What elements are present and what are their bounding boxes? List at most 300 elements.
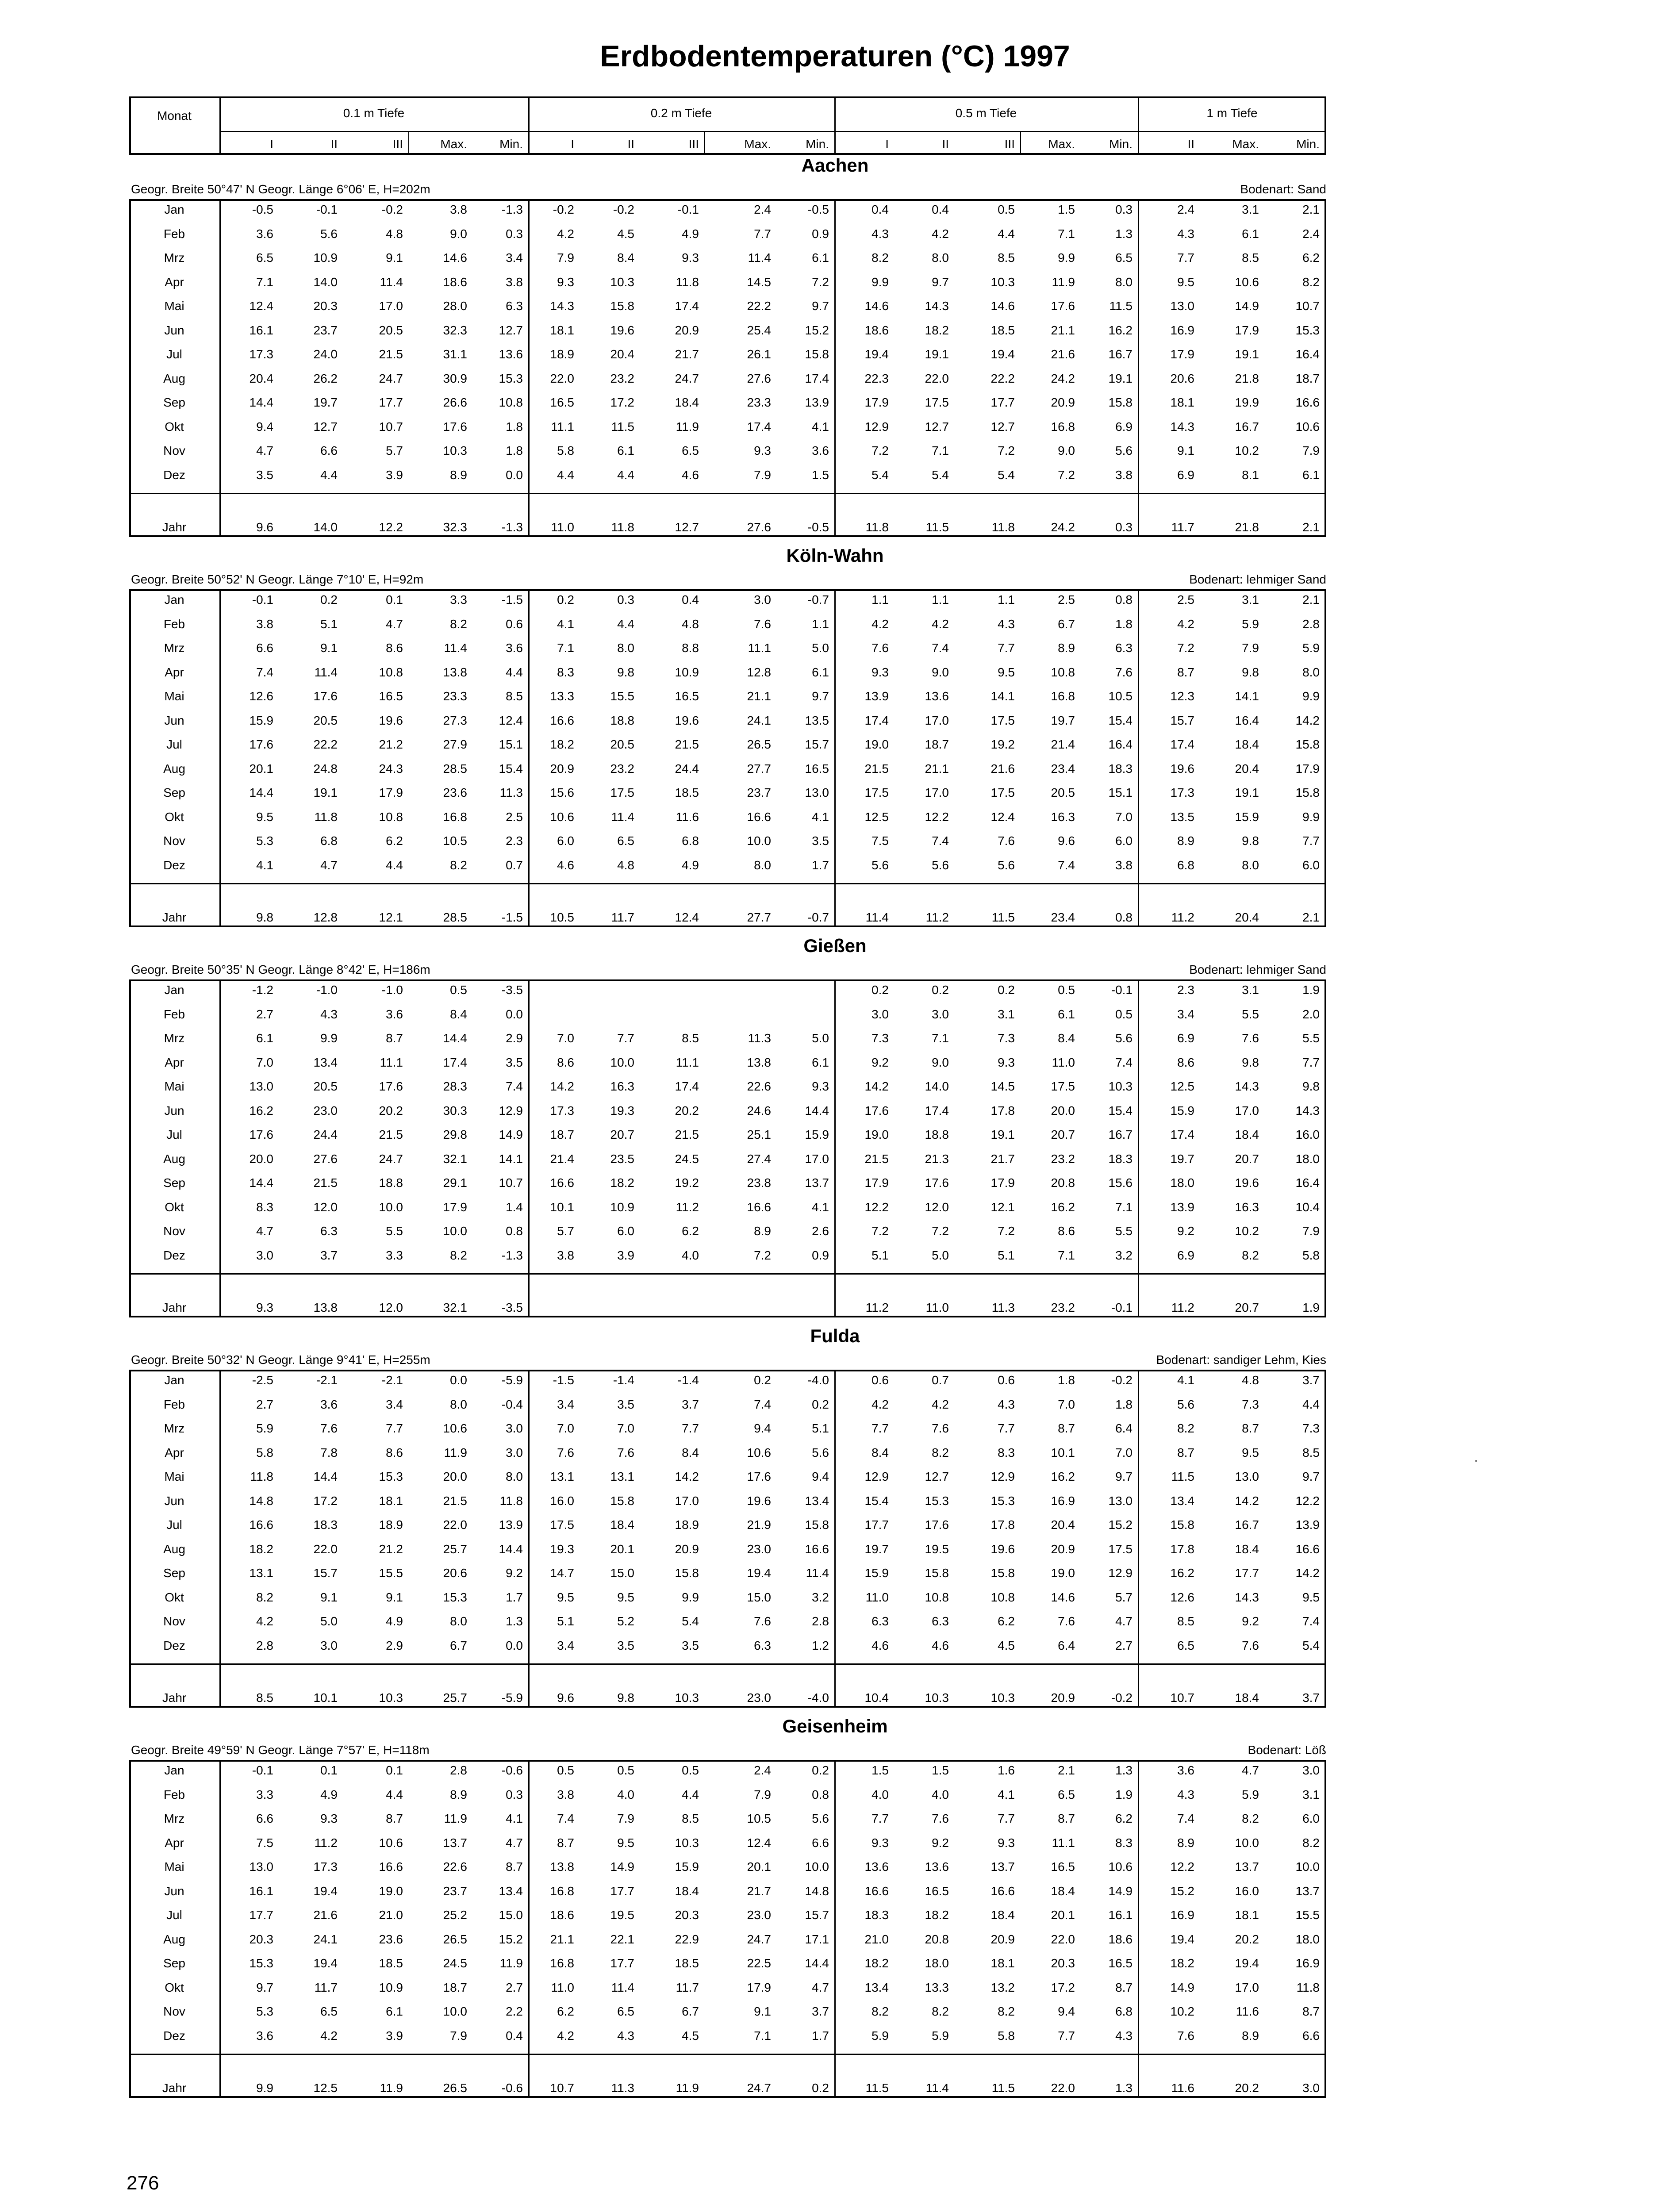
value-cell: 10.0	[379, 1200, 403, 1214]
value-cell: 20.3	[313, 299, 338, 313]
year-value-cell: 11.6	[1171, 2081, 1194, 2095]
value-cell: 3.3	[256, 1787, 273, 1801]
value-cell: 18.9	[675, 1518, 699, 1532]
value-cell: 7.7	[871, 1812, 889, 1825]
value-cell: 16.6	[1295, 1542, 1320, 1556]
value-cell: 18.7	[925, 737, 949, 751]
value-cell: 7.7	[1302, 834, 1320, 848]
header-sub-i: I	[270, 137, 273, 151]
value-cell: 4.3	[1177, 227, 1194, 241]
value-cell: 0.5	[450, 983, 467, 997]
month-label: Jul	[166, 1908, 182, 1922]
value-cell: 13.0	[249, 1860, 273, 1874]
year-value-cell: 11.4	[865, 910, 889, 924]
value-cell: 7.6	[1058, 1614, 1075, 1628]
month-label: Feb	[163, 1397, 185, 1411]
value-cell: 19.7	[1051, 713, 1075, 727]
year-value-cell: 32.3	[443, 520, 467, 534]
value-cell: 17.5	[1108, 1542, 1133, 1556]
value-cell: 26.5	[747, 737, 771, 751]
value-cell: 1.4	[506, 1200, 523, 1214]
month-label: Jul	[166, 1128, 182, 1141]
value-cell: 19.0	[379, 1884, 403, 1898]
value-cell: 18.3	[1108, 1152, 1133, 1166]
value-cell: 22.0	[550, 371, 574, 385]
year-value-cell: -1.3	[501, 520, 523, 534]
value-cell: 9.1	[1177, 444, 1194, 457]
value-cell: 12.7	[313, 419, 338, 434]
column-divider	[219, 1370, 221, 1708]
column-divider	[834, 589, 836, 927]
value-cell: 7.9	[754, 1787, 771, 1801]
value-cell: 22.2	[990, 371, 1015, 385]
year-value-cell: -0.2	[1111, 1691, 1133, 1705]
value-cell: 17.6	[925, 1518, 949, 1532]
value-cell: 7.1	[1058, 227, 1075, 241]
value-cell: 29.8	[443, 1128, 467, 1141]
value-cell: 7.0	[1058, 1397, 1075, 1411]
value-cell: 27.6	[313, 1152, 338, 1166]
value-cell: 13.1	[550, 1470, 574, 1483]
month-label: Nov	[163, 1614, 185, 1628]
station-name: Aachen	[801, 155, 869, 176]
value-cell: -0.1	[316, 203, 338, 216]
value-cell: 1.2	[812, 1638, 829, 1652]
value-cell: 18.4	[1235, 1542, 1259, 1556]
value-cell: 11.4	[806, 1566, 829, 1580]
value-cell: 9.3	[682, 251, 699, 265]
year-value-cell: 27.6	[747, 520, 771, 534]
station-table	[129, 1760, 1326, 2098]
value-cell: 13.9	[1295, 1518, 1320, 1532]
header-sub-max: Max.	[744, 137, 771, 151]
value-cell: 19.1	[1235, 786, 1259, 799]
year-value-cell: 11.2	[1171, 1301, 1194, 1314]
value-cell: 4.8	[682, 617, 699, 631]
station-name: Geisenheim	[782, 1716, 888, 1736]
month-label: Feb	[163, 1787, 185, 1801]
value-cell: 9.7	[1302, 1470, 1320, 1483]
value-cell: 2.5	[506, 810, 523, 824]
value-cell: 10.8	[990, 1590, 1015, 1604]
value-cell: 13.4	[864, 1980, 889, 1994]
year-value-cell: 20.9	[1051, 1691, 1075, 1705]
value-cell: 12.5	[1170, 1079, 1194, 1093]
year-value-cell: -0.6	[501, 2081, 523, 2095]
value-cell: 9.9	[682, 1590, 699, 1604]
value-cell: 16.0	[550, 1494, 574, 1508]
value-cell: 6.1	[812, 1055, 829, 1069]
value-cell: 23.0	[747, 1908, 771, 1922]
value-cell: 14.6	[443, 251, 467, 265]
value-cell: 9.5	[1302, 1590, 1320, 1604]
value-cell: 20.0	[443, 1470, 467, 1483]
value-cell: 20.7	[1235, 1152, 1259, 1166]
value-cell: 13.0	[1108, 1494, 1133, 1508]
value-cell: 20.5	[1051, 786, 1075, 799]
value-cell: 18.4	[1235, 1128, 1259, 1141]
value-cell: 10.8	[499, 396, 523, 409]
value-cell: 10.0	[443, 1224, 467, 1238]
year-value-cell: 11.9	[676, 2081, 699, 2095]
value-cell: 8.0	[1302, 665, 1320, 679]
value-cell: 15.5	[379, 1566, 403, 1580]
value-cell: 8.4	[450, 1007, 467, 1021]
value-cell: 17.9	[443, 1200, 467, 1214]
value-cell: 3.5	[617, 1638, 634, 1652]
value-cell: 1.3	[1115, 1763, 1133, 1777]
year-value-cell: 1.9	[1302, 1301, 1320, 1314]
year-value-cell: 23.2	[1051, 1301, 1075, 1314]
column-divider	[528, 199, 530, 537]
value-cell: 16.9	[1170, 1908, 1194, 1922]
value-cell: 9.7	[256, 1980, 273, 1994]
value-cell: 12.4	[747, 1836, 771, 1850]
value-cell: 13.7	[1295, 1884, 1320, 1898]
value-cell: 20.6	[443, 1566, 467, 1580]
value-cell: 7.1	[932, 1031, 949, 1045]
value-cell: 10.1	[550, 1200, 574, 1214]
value-cell: 18.5	[675, 786, 699, 799]
value-cell: 3.8	[506, 275, 523, 289]
value-cell: 11.7	[314, 1980, 338, 1994]
value-cell: 8.6	[557, 1055, 574, 1069]
value-cell: 18.4	[610, 1518, 634, 1532]
value-cell: 0.3	[617, 593, 634, 607]
year-value-cell: 24.7	[747, 2081, 771, 2095]
value-cell: 9.8	[617, 665, 634, 679]
value-cell: 8.2	[1242, 1248, 1259, 1262]
value-cell: 5.8	[1302, 1248, 1320, 1262]
value-cell: 15.4	[1108, 713, 1133, 727]
month-label: Apr	[165, 1836, 184, 1850]
value-cell: 17.0	[805, 1152, 829, 1166]
value-cell: 6.2	[998, 1614, 1015, 1628]
value-cell: 17.8	[1170, 1542, 1194, 1556]
month-label: Mai	[164, 689, 184, 703]
value-cell: 3.9	[617, 1248, 634, 1262]
value-cell: 9.3	[871, 665, 889, 679]
value-cell: 2.1	[1302, 203, 1320, 216]
value-cell: 0.8	[506, 1224, 523, 1238]
value-cell: 10.9	[313, 251, 338, 265]
value-cell: 14.9	[610, 1860, 634, 1874]
value-cell: 23.2	[1051, 1152, 1075, 1166]
value-cell: 3.6	[320, 1397, 338, 1411]
value-cell: 30.3	[443, 1103, 467, 1118]
value-cell: 5.5	[1242, 1007, 1259, 1021]
value-cell: 9.8	[1302, 1079, 1320, 1093]
value-cell: 18.6	[443, 275, 467, 289]
month-label: Mrz	[164, 1812, 185, 1825]
column-divider	[1138, 199, 1139, 537]
value-cell: 9.1	[320, 641, 338, 655]
station-soil: Bodenart: sandiger Lehm, Kies	[1156, 1353, 1326, 1367]
value-cell: 11.3	[499, 786, 523, 799]
value-cell: 16.4	[1108, 737, 1133, 751]
value-cell: 0.4	[932, 203, 949, 216]
value-cell: 18.5	[990, 323, 1015, 337]
value-cell: 6.5	[256, 251, 273, 265]
value-cell: 5.1	[871, 1248, 889, 1262]
value-cell: 19.5	[610, 1908, 634, 1922]
year-value-cell: 25.7	[443, 1691, 467, 1705]
value-cell: 6.9	[1177, 468, 1194, 482]
header-sub-ii: II	[1187, 137, 1194, 151]
value-cell: 4.7	[1115, 1614, 1133, 1628]
value-cell: 16.5	[1108, 1956, 1133, 1970]
value-cell: 11.2	[676, 1200, 699, 1214]
value-cell: 19.3	[610, 1103, 634, 1118]
value-cell: 14.2	[1235, 1494, 1259, 1508]
month-label: Aug	[163, 371, 185, 385]
value-cell: 11.4	[611, 810, 634, 824]
value-cell: 19.1	[925, 347, 949, 361]
value-cell: 7.1	[557, 641, 574, 655]
value-cell: 11.4	[380, 275, 403, 289]
value-cell: 4.9	[320, 1787, 338, 1801]
value-cell: -0.6	[501, 1763, 523, 1777]
year-value-cell: 11.0	[925, 1301, 949, 1314]
value-cell: 5.4	[998, 468, 1015, 482]
value-cell: 4.2	[932, 1397, 949, 1411]
year-value-cell: 2.1	[1302, 520, 1320, 534]
year-value-cell: 10.1	[313, 1691, 338, 1705]
value-cell: 18.2	[1170, 1956, 1194, 1970]
value-cell: 7.0	[256, 1055, 273, 1069]
year-value-cell: 11.7	[611, 910, 634, 924]
value-cell: 7.4	[754, 1397, 771, 1411]
value-cell: 6.9	[1115, 419, 1133, 434]
value-cell: 16.8	[1051, 689, 1075, 703]
value-cell: 13.5	[805, 713, 829, 727]
value-cell: 12.6	[1170, 1590, 1194, 1604]
station-soil: Bodenart: lehmiger Sand	[1189, 963, 1326, 976]
value-cell: 3.3	[386, 1248, 403, 1262]
value-cell: 7.6	[754, 1614, 771, 1628]
value-cell: 19.6	[610, 323, 634, 337]
value-cell: 2.5	[1058, 593, 1075, 607]
value-cell: 21.6	[313, 1908, 338, 1922]
station-table	[129, 979, 1326, 1317]
value-cell: 24.0	[313, 347, 338, 361]
value-cell: 9.3	[998, 1055, 1015, 1069]
value-cell: 8.2	[998, 2005, 1015, 2018]
month-label: Okt	[165, 1980, 184, 1994]
month-label: Jun	[164, 713, 184, 727]
value-cell: 12.2	[1170, 1860, 1194, 1874]
value-cell: 6.9	[1177, 1031, 1194, 1045]
value-cell: 4.6	[871, 1638, 889, 1652]
column-divider	[219, 979, 221, 1317]
value-cell: 0.7	[506, 858, 523, 872]
value-cell: 0.6	[998, 1373, 1015, 1387]
value-cell: 9.5	[617, 1836, 634, 1850]
value-cell: 7.4	[932, 834, 949, 848]
year-label: Jahr	[162, 1691, 187, 1705]
value-cell: 10.6	[747, 1445, 771, 1459]
month-label: Okt	[165, 810, 184, 824]
value-cell: 25.7	[443, 1542, 467, 1556]
value-cell: 5.1	[557, 1614, 574, 1628]
value-cell: 17.5	[550, 1518, 574, 1532]
value-cell: 14.3	[925, 299, 949, 313]
value-cell: 4.8	[386, 227, 403, 241]
value-cell: 17.5	[925, 396, 949, 409]
value-cell: 17.3	[249, 347, 273, 361]
value-cell: 3.7	[1302, 1373, 1320, 1387]
value-cell: 18.1	[1235, 1908, 1259, 1922]
value-cell: 21.6	[990, 761, 1015, 776]
value-cell: 11.7	[676, 1980, 699, 1994]
value-cell: 9.3	[754, 444, 771, 457]
value-cell: 21.1	[550, 1932, 574, 1946]
value-cell: 19.4	[747, 1566, 771, 1580]
value-cell: 3.9	[386, 2028, 403, 2043]
value-cell: 9.1	[386, 1590, 403, 1604]
value-cell: 5.6	[998, 858, 1015, 872]
value-cell: 17.3	[313, 1860, 338, 1874]
value-cell: 7.2	[1177, 641, 1194, 655]
value-cell: 17.4	[805, 371, 829, 385]
value-cell: 9.2	[932, 1836, 949, 1850]
value-cell: 8.5	[1177, 1614, 1194, 1628]
value-cell: 14.4	[313, 1470, 338, 1483]
value-cell: 4.6	[682, 468, 699, 482]
year-value-cell: 21.8	[1235, 520, 1259, 534]
value-cell: 17.3	[1170, 786, 1194, 799]
value-cell: -1.4	[613, 1373, 634, 1387]
value-cell: 18.4	[675, 1884, 699, 1898]
value-cell: 14.3	[550, 299, 574, 313]
value-cell: 16.4	[1295, 347, 1320, 361]
value-cell: 13.8	[550, 1860, 574, 1874]
value-cell: 9.5	[557, 1590, 574, 1604]
header-sub-i: I	[571, 137, 574, 151]
value-cell: 11.8	[499, 1494, 523, 1508]
value-cell: 20.9	[1051, 396, 1075, 409]
value-cell: 28.0	[443, 299, 467, 313]
value-cell: 11.0	[551, 1980, 574, 1994]
value-cell: 14.4	[443, 1031, 467, 1045]
value-cell: 10.9	[610, 1200, 634, 1214]
value-cell: 7.6	[617, 1445, 634, 1459]
value-cell: 17.2	[313, 1494, 338, 1508]
value-cell: 17.5	[990, 786, 1015, 799]
value-cell: 11.8	[250, 1470, 273, 1483]
value-cell: 3.4	[506, 251, 523, 265]
value-cell: 1.3	[1115, 227, 1133, 241]
month-label: Apr	[165, 1055, 184, 1069]
value-cell: -0.2	[613, 203, 634, 216]
value-cell: 4.9	[682, 227, 699, 241]
value-cell: 12.4	[990, 810, 1015, 824]
value-cell: 10.8	[1051, 665, 1075, 679]
header-sub-max: Max.	[1048, 137, 1075, 151]
value-cell: 11.4	[314, 665, 338, 679]
value-cell: 0.3	[506, 1787, 523, 1801]
value-cell: 20.4	[1051, 1518, 1075, 1532]
value-cell: 4.2	[932, 617, 949, 631]
value-cell: 21.5	[443, 1494, 467, 1508]
value-cell: 11.9	[444, 1812, 467, 1825]
value-cell: 18.7	[550, 1128, 574, 1141]
value-cell: 6.4	[1115, 1421, 1133, 1435]
value-cell: 14.2	[550, 1079, 574, 1093]
value-cell: 21.2	[379, 1542, 403, 1556]
value-cell: 3.7	[812, 2005, 829, 2018]
value-cell: 7.6	[754, 617, 771, 631]
value-cell: 6.1	[617, 444, 634, 457]
value-cell: 18.4	[1235, 737, 1259, 751]
year-value-cell: 0.2	[812, 2081, 829, 2095]
value-cell: 7.3	[871, 1031, 889, 1045]
value-cell: 9.9	[320, 1031, 338, 1045]
value-cell: 16.7	[1235, 1518, 1259, 1532]
year-value-cell: 10.3	[990, 1691, 1015, 1705]
value-cell: 16.2	[1108, 323, 1133, 337]
value-cell: 10.6	[1235, 275, 1259, 289]
value-cell: 22.3	[864, 371, 889, 385]
value-cell: 6.0	[1115, 834, 1133, 848]
value-cell: 5.6	[1115, 1031, 1133, 1045]
value-cell: 12.7	[499, 323, 523, 337]
value-cell: 5.4	[932, 468, 949, 482]
value-cell: 13.8	[443, 665, 467, 679]
value-cell: -0.2	[381, 203, 403, 216]
value-cell: 7.1	[754, 2028, 771, 2043]
value-cell: 7.4	[1177, 1812, 1194, 1825]
value-cell: 7.4	[506, 1079, 523, 1093]
value-cell: 13.1	[610, 1470, 634, 1483]
month-label: Jan	[164, 203, 184, 216]
month-label: Okt	[165, 419, 184, 434]
value-cell: 13.9	[864, 689, 889, 703]
value-cell: 21.5	[864, 1152, 889, 1166]
value-cell: 7.1	[932, 444, 949, 457]
value-cell: 10.3	[1108, 1079, 1133, 1093]
value-cell: 13.3	[925, 1980, 949, 1994]
value-cell: 20.9	[675, 323, 699, 337]
value-cell: 17.6	[313, 689, 338, 703]
value-cell: 2.4	[1302, 227, 1320, 241]
value-cell: 6.0	[1302, 858, 1320, 872]
value-cell: 8.9	[1177, 834, 1194, 848]
value-cell: 11.0	[1052, 1055, 1075, 1069]
column-divider	[1138, 589, 1139, 927]
value-cell: 4.5	[682, 2028, 699, 2043]
value-cell: 10.6	[1108, 1860, 1133, 1874]
value-cell: 8.3	[557, 665, 574, 679]
value-cell: 16.8	[550, 1884, 574, 1898]
value-cell: 23.7	[443, 1884, 467, 1898]
value-cell: 4.3	[998, 1397, 1015, 1411]
value-cell: 11.9	[499, 1956, 523, 1970]
year-separator	[129, 1663, 1326, 1665]
value-cell: 1.5	[812, 468, 829, 482]
value-cell: 4.9	[682, 858, 699, 872]
value-cell: 17.8	[990, 1103, 1015, 1118]
value-cell: 3.7	[682, 1397, 699, 1411]
value-cell: 8.2	[871, 2005, 889, 2018]
value-cell: 17.6	[925, 1176, 949, 1190]
value-cell: 7.6	[998, 834, 1015, 848]
year-value-cell: 9.3	[256, 1301, 273, 1314]
value-cell: -2.5	[252, 1373, 273, 1387]
column-divider	[219, 199, 221, 537]
value-cell: 1.1	[812, 617, 829, 631]
value-cell: 1.8	[506, 444, 523, 457]
